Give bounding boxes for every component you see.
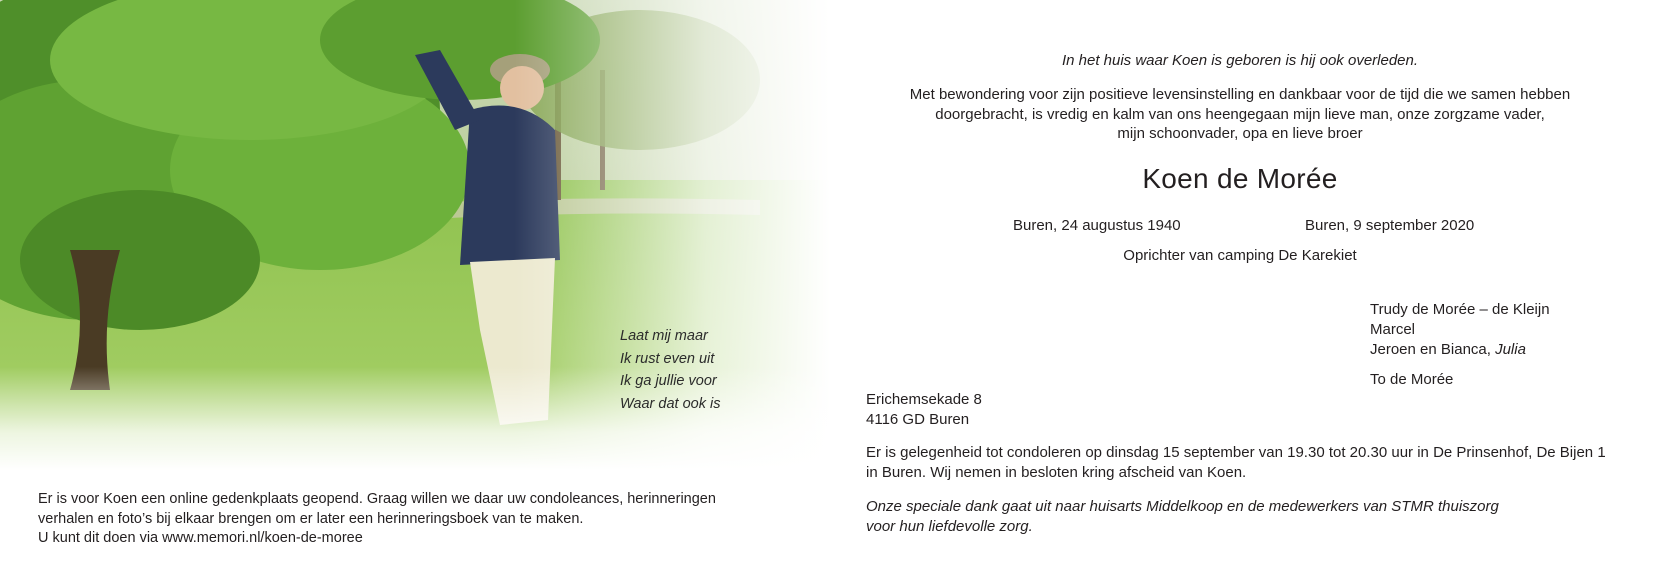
- family-member: [1370, 340, 1550, 360]
- memorial-line: Er is voor Koen een online gedenkplaats geopend. Graag willen we daar uw condoleances, herinneringen: [38, 491, 716, 507]
- family-member: Trudy de Morée – de Kleijn: [1370, 301, 1550, 318]
- family-member: To de Morée: [1370, 371, 1454, 388]
- message-line: mijn schoonvader, opa en lieve broer: [1117, 125, 1363, 142]
- family-list: [1370, 300, 1550, 390]
- intro-line: In het huis waar Koen is geboren is hij ook overleden.: [1061, 52, 1419, 69]
- deceased-name: Koen de Morée: [1142, 163, 1338, 194]
- memorial-link-line: U kunt dit doen via www.memori.nl/koen-de-moree: [38, 530, 363, 546]
- poem-line: Ik rust even uit: [620, 350, 715, 367]
- online-memorial-text: [38, 490, 716, 549]
- address: [866, 390, 982, 430]
- family-member: Marcel: [1370, 321, 1416, 338]
- message: [850, 85, 1630, 144]
- address-street: Erichemsekade 8: [866, 391, 982, 408]
- announcement: [850, 0, 1630, 583]
- condolence-line: in Buren. Wij nemen in besloten kring afscheid van Koen.: [866, 464, 1247, 481]
- condolence-line: Er is gelegenheid tot condoleren op dinsdag 15 september van 19.30 tot 20.30 uur in De Prinsenhof, De Bijen 1: [866, 444, 1606, 461]
- founder-line: Oprichter van camping De Karekiet: [1123, 247, 1357, 264]
- poem-line: Waar dat ook is: [620, 395, 721, 412]
- poem: [620, 325, 720, 415]
- message-line: doorgebracht, is vredig en kalm van ons heengegaan mijn lieve man, onze zorgzame vader,: [935, 105, 1545, 123]
- poem-line: Laat mij maar: [620, 328, 708, 344]
- thanks-line: Onze speciale dank gaat uit naar huisarts Middelkoop en de medewerkers van STMR thuiszorg: [866, 498, 1499, 515]
- address-city: 4116 GD Buren: [866, 411, 970, 428]
- poem-line: Ik ga jullie voor: [620, 373, 717, 389]
- condolence-info: [866, 443, 1626, 483]
- thanks-text: [866, 497, 1626, 537]
- grandchild-name: Julia: [1495, 341, 1526, 358]
- thanks-line: voor hun liefdevolle zorg.: [866, 518, 1033, 535]
- memorial-line: verhalen en foto’s bij elkaar brengen om er later een herinneringsboek van te maken.: [38, 510, 584, 527]
- family-member-names: Jeroen en Bianca,: [1370, 341, 1496, 358]
- birth-date: Buren, 24 augustus 1940: [1013, 217, 1181, 234]
- death-date: Buren, 9 september 2020: [1305, 217, 1475, 234]
- message-line: Met bewondering voor zijn positieve levensinstelling en dankbaar voor de tijd die we samen hebben: [909, 86, 1571, 103]
